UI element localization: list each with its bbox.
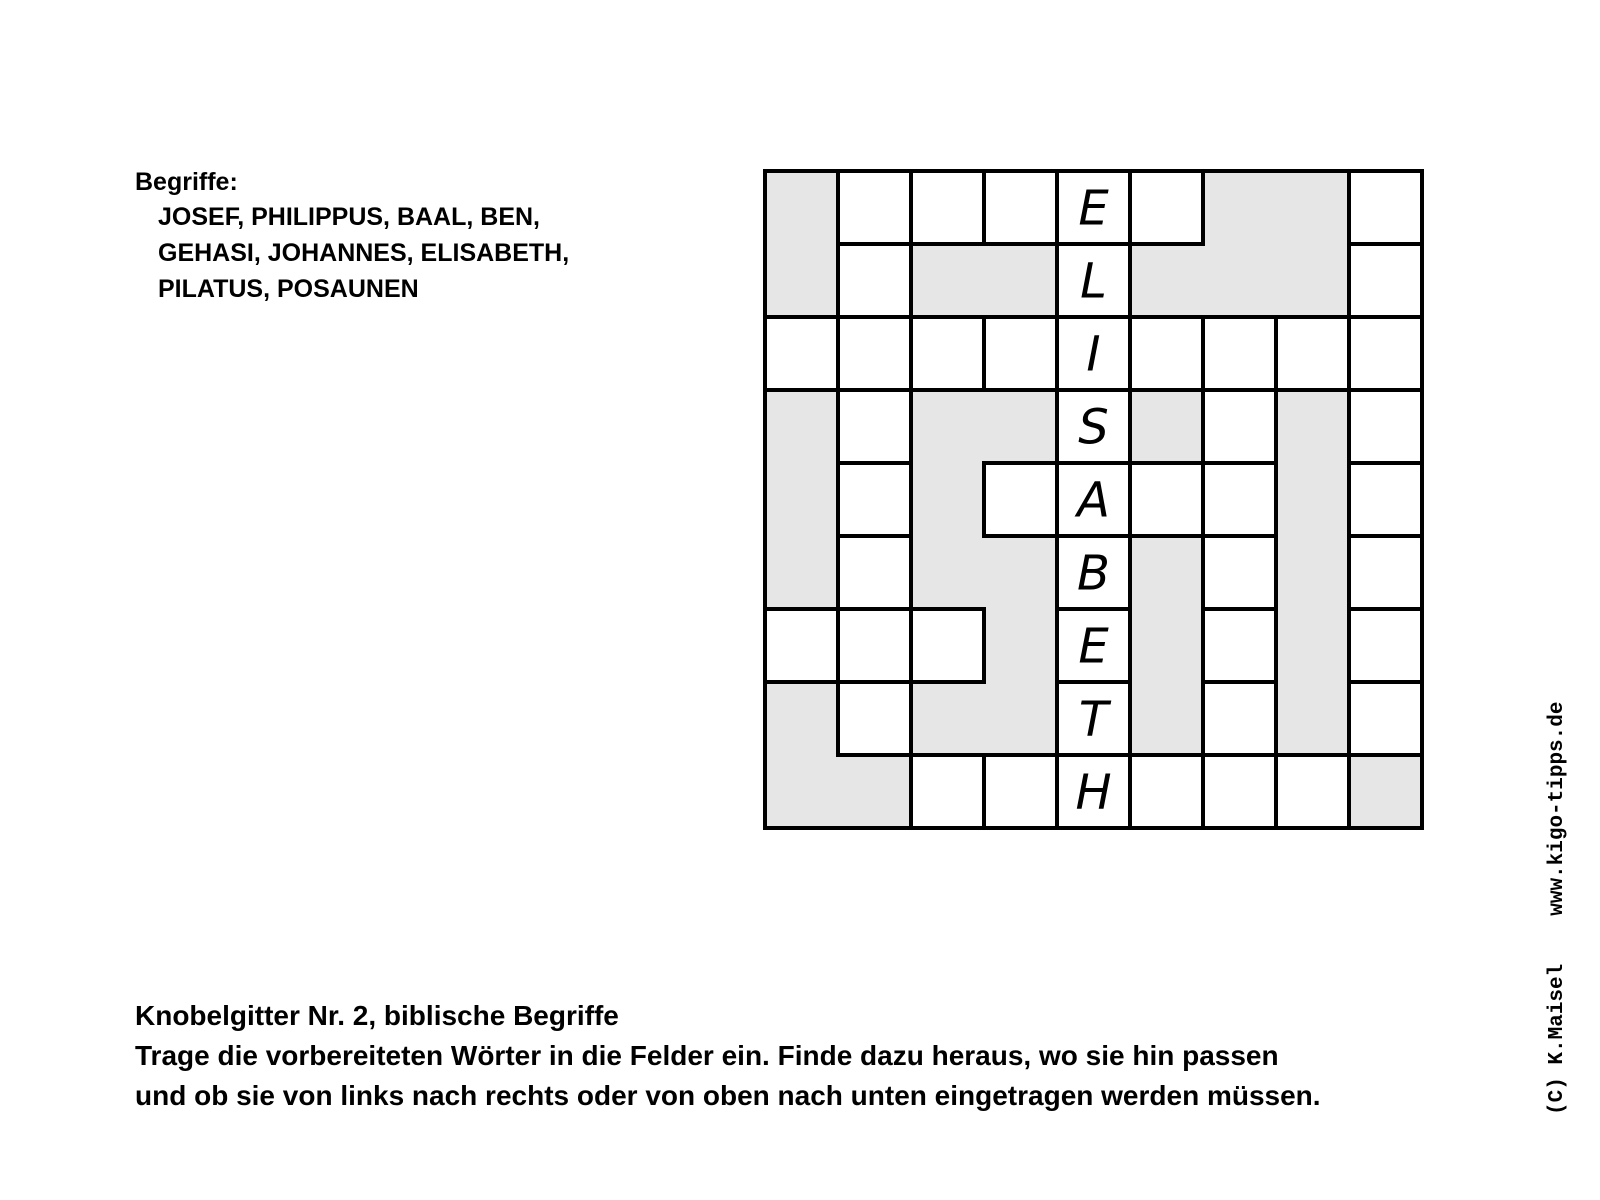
grid-cell-blocked: [1130, 536, 1203, 609]
grid-letter: T: [1078, 691, 1109, 748]
grid-cell[interactable]: [765, 609, 838, 682]
grid-cell[interactable]: [911, 755, 984, 828]
grid-cell[interactable]: [1203, 682, 1276, 755]
grid-cell[interactable]: [911, 609, 984, 682]
grid-cell[interactable]: [838, 390, 911, 463]
grid-letter: I: [1086, 326, 1101, 383]
grid-cell[interactable]: [1203, 609, 1276, 682]
grid-cell-blocked: [838, 755, 911, 828]
grid-cell-blocked: [765, 536, 838, 609]
grid-letter: L: [1080, 253, 1107, 310]
grid-cell[interactable]: [984, 755, 1057, 828]
grid-cell-blocked: [765, 463, 838, 536]
grid-cell[interactable]: [1203, 755, 1276, 828]
grid-cell[interactable]: [1349, 463, 1422, 536]
grid-cell-blocked: [1130, 682, 1203, 755]
grid-cell[interactable]: [838, 244, 911, 317]
grid-letter: B: [1077, 545, 1110, 602]
grid-cell[interactable]: [1203, 317, 1276, 390]
grid-cell[interactable]: [1130, 755, 1203, 828]
grid-cell-blocked: [1276, 390, 1349, 463]
grid-cell-blocked: [765, 390, 838, 463]
grid-cell-blocked: [1276, 463, 1349, 536]
grid-cell[interactable]: [1203, 536, 1276, 609]
grid-cell-blocked: [1203, 244, 1276, 317]
instruction-line: Trage die vorbereiteten Wörter in die Felder ein. Finde dazu heraus, wo sie hin passen: [135, 1040, 1279, 1071]
grid-cell-blocked: [984, 390, 1057, 463]
grid-cell-blocked: [911, 244, 984, 317]
grid-cell[interactable]: [911, 171, 984, 244]
website-credit: www.kigo-tipps.de: [1546, 701, 1569, 916]
grid-letter: S: [1078, 399, 1109, 456]
puzzle-title: Knobelgitter Nr. 2, biblische Begriffe: [135, 1000, 619, 1031]
word-list-heading: Begriffe:: [135, 168, 238, 196]
grid-cell[interactable]: [1203, 463, 1276, 536]
grid-cell-blocked: [1276, 609, 1349, 682]
grid-cell[interactable]: [911, 317, 984, 390]
grid-letter: E: [1078, 180, 1109, 237]
grid-cell-blocked: [984, 609, 1057, 682]
grid-cell-blocked: [1349, 755, 1422, 828]
grid-cell[interactable]: [1349, 682, 1422, 755]
grid-cell[interactable]: [984, 171, 1057, 244]
grid-cell[interactable]: [1349, 171, 1422, 244]
grid-cell-blocked: [765, 682, 838, 755]
grid-cell-blocked: [984, 244, 1057, 317]
grid-cell-blocked: [765, 244, 838, 317]
grid-cell[interactable]: [765, 317, 838, 390]
grid-cell-blocked: [911, 390, 984, 463]
grid-cell[interactable]: [838, 171, 911, 244]
grid-cell[interactable]: [838, 609, 911, 682]
grid-cell-blocked: [1130, 390, 1203, 463]
grid-cell[interactable]: [1130, 171, 1203, 244]
grid-cell[interactable]: [1349, 317, 1422, 390]
grid-cell-blocked: [911, 682, 984, 755]
author-credit: (C) K.Maisel: [1546, 963, 1569, 1115]
grid-cell[interactable]: [1349, 244, 1422, 317]
grid-cell[interactable]: [1203, 390, 1276, 463]
grid-cell[interactable]: [984, 317, 1057, 390]
grid-cell[interactable]: [838, 682, 911, 755]
word-list-line: JOSEF, PHILIPPUS, BAAL, BEN,: [158, 203, 541, 231]
grid-cell-blocked: [1276, 682, 1349, 755]
grid-cell[interactable]: [838, 317, 911, 390]
grid-cell[interactable]: [838, 536, 911, 609]
grid-cell[interactable]: [1130, 317, 1203, 390]
grid-cell[interactable]: [1276, 317, 1349, 390]
grid-cell-blocked: [765, 755, 838, 828]
grid-cell-blocked: [1130, 244, 1203, 317]
instructions: [135, 996, 1321, 1116]
grid-letter: H: [1075, 764, 1112, 821]
instruction-line: und ob sie von links nach rechts oder von oben nach unten eingetragen werden müssen.: [135, 1080, 1321, 1111]
grid-cell-blocked: [1130, 609, 1203, 682]
grid-cell-blocked: [1276, 244, 1349, 317]
grid-cell-blocked: [1276, 171, 1349, 244]
grid-cell-blocked: [984, 682, 1057, 755]
grid-cell[interactable]: [838, 463, 911, 536]
word-list-line: PILATUS, POSAUNEN: [158, 275, 419, 303]
word-list-line: GEHASI, JOHANNES, ELISABETH,: [158, 239, 570, 267]
grid-cell[interactable]: [1130, 463, 1203, 536]
grid-cell[interactable]: [1349, 390, 1422, 463]
grid-cell-blocked: [765, 171, 838, 244]
grid-cell[interactable]: [1349, 536, 1422, 609]
grid-letter: A: [1077, 472, 1110, 529]
grid-cell[interactable]: [1276, 755, 1349, 828]
grid-cell[interactable]: [1349, 609, 1422, 682]
grid-cell-blocked: [1203, 171, 1276, 244]
copyright-credit: [1547, 702, 1568, 1115]
grid-cell[interactable]: [984, 463, 1057, 536]
grid-cell-blocked: [1276, 536, 1349, 609]
grid-cell-blocked: [984, 536, 1057, 609]
grid-cell-blocked: [911, 536, 984, 609]
grid-cell-blocked: [911, 463, 984, 536]
grid-letter: E: [1078, 618, 1109, 675]
